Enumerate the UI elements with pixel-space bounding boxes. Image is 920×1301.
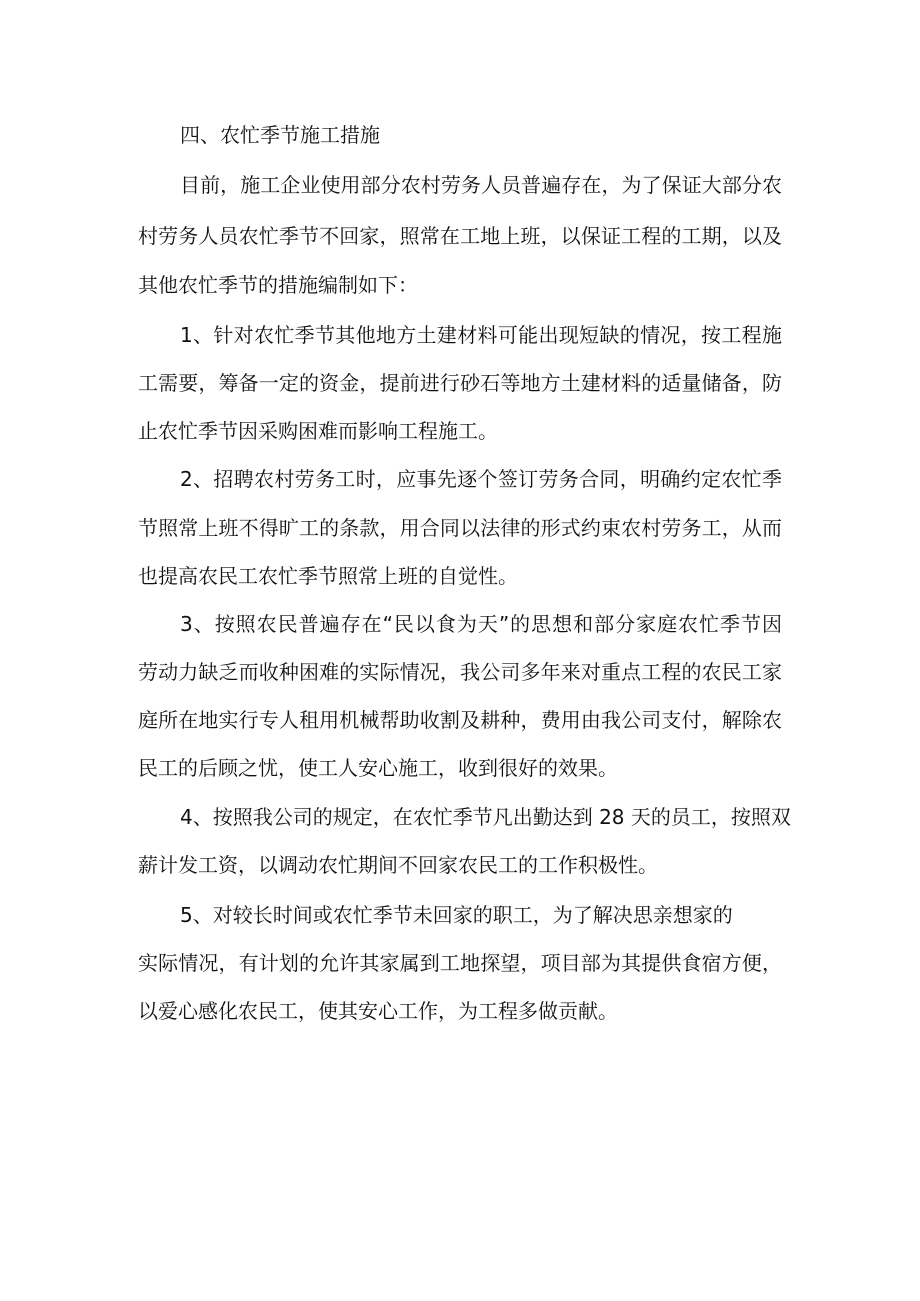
- intro-line-3: 其他农忙季节的措施编制如下：: [138, 273, 418, 297]
- item5-line-2: 实际情况，有计划的允许其家属到工地探望，项目部为其提供食宿方便，: [138, 951, 782, 975]
- item5-line-1: 5、对较长时间或农忙季节未回家的职工，为了解决思亲想家的: [180, 903, 733, 927]
- item2-line-3: 也提高农民工农忙季节照常上班的自觉性。: [138, 564, 518, 588]
- item2-line-2: 节照常上班不得旷工的条款，用合同以法律的形式约束农村劳务工，从而: [138, 516, 782, 540]
- item1-line-3: 止农忙季节因采购困难而影响工程施工。: [138, 419, 498, 443]
- section-heading: 四、农忙季节施工措施: [180, 123, 380, 147]
- intro-line-2: 村劳务人员农忙季节不回家，照常在工地上班，以保证工程的工期，以及: [138, 224, 782, 248]
- item3-line-2: 劳动力缺乏而收种困难的实际情况，我公司多年来对重点工程的农民工家: [138, 660, 782, 684]
- item1-line-1: 1、针对农忙季节其他地方土建材料可能出现短缺的情况，按工程施: [180, 323, 782, 347]
- item1-line-2: 工需要，筹备一定的资金，提前进行砂石等地方土建材料的适量储备，防: [138, 371, 782, 395]
- item4-line-2: 薪计发工资，以调动农忙期间不回家农民工的工作积极性。: [138, 853, 658, 877]
- item2-line-1: 2、招聘农村劳务工时，应事先逐个签订劳务合同，明确约定农忙季: [180, 467, 782, 491]
- item3-line-4: 民工的后顾之忧，使工人安心施工，收到很好的效果。: [138, 756, 618, 780]
- item3-line-3: 庭所在地实行专人租用机械帮助收割及耕种，费用由我公司支付，解除农: [138, 708, 782, 732]
- item5-line-3: 以爱心感化农民工，使其安心工作，为工程多做贡献。: [138, 999, 618, 1023]
- item4-line-1: 4、按照我公司的规定，在农忙季节凡出勤达到 28 天的员工，按照双: [180, 805, 791, 829]
- intro-line-1: 目前，施工企业使用部分农村劳务人员普遍存在，为了保证大部分农: [180, 173, 782, 197]
- item3-line-1: 3、按照农民普遍存在“民以食为天”的思想和部分家庭农忙季节因: [180, 612, 782, 636]
